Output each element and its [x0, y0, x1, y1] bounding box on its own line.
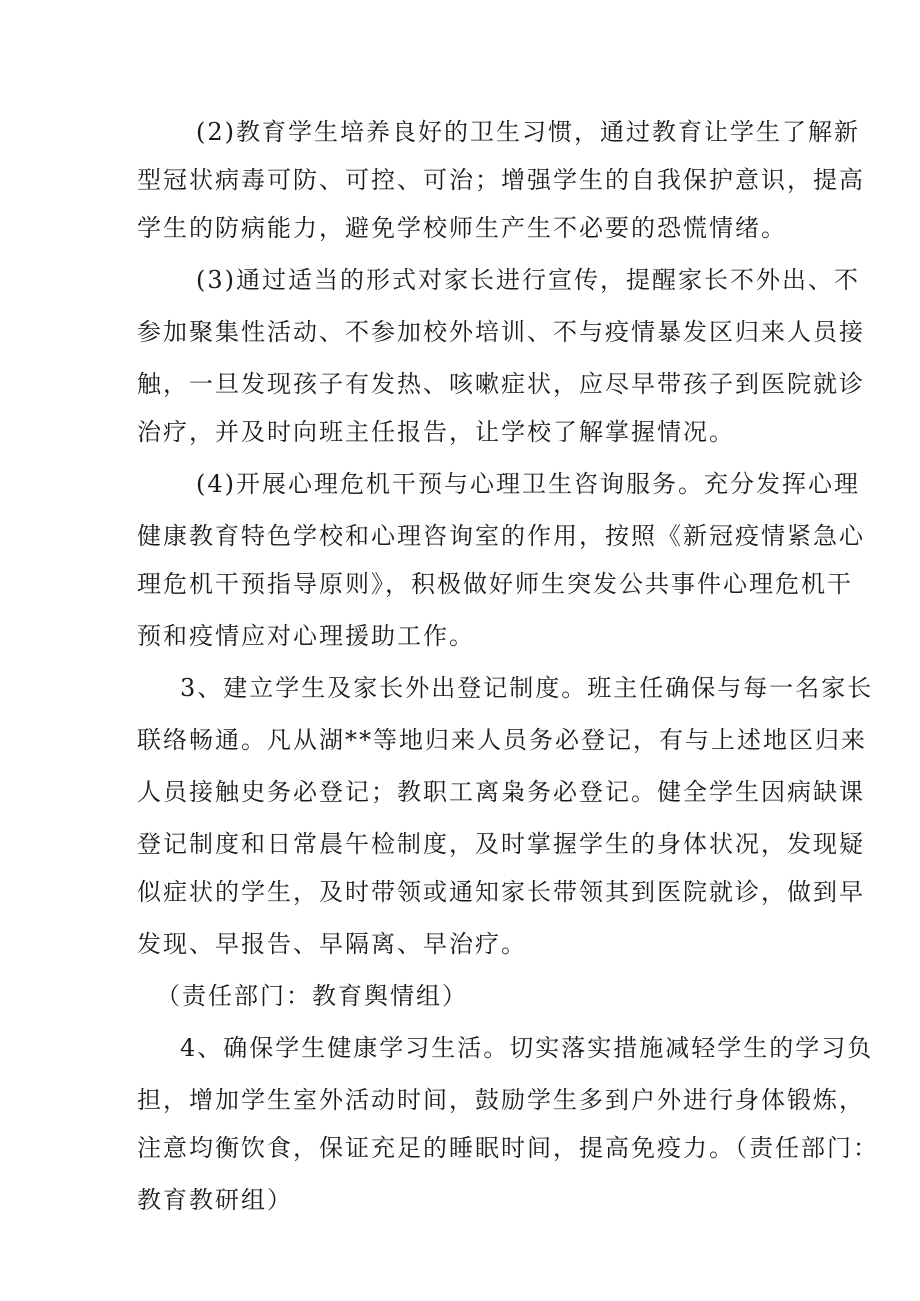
- section-4-line-2: 担，增加学生室外活动时间，鼓励学生多到户外进行身体锻炼，: [137, 1086, 865, 1114]
- paragraph-3-line-4: 治疗，并及时向班主任报告，让学校了解掌握情况。: [137, 418, 735, 446]
- paragraph-2-line-2: 型冠状病毒可防、可控、可治；增强学生的自我保护意识，提高: [137, 166, 865, 194]
- section-4-line-1: 4、确保学生健康学习生活。切实落实措施减轻学生的学习负: [180, 1034, 874, 1062]
- responsible-department-note: （责任部门：教育舆情组）: [156, 982, 468, 1010]
- paragraph-2-line-3: 学生的防病能力，避免学校师生产生不必要的恐慌情绪。: [137, 214, 787, 242]
- paragraph-3-line-2: 参加聚集性活动、不参加校外培训、不与疫情暴发区归来人员接: [137, 318, 865, 346]
- section-3-line-2: 联络畅通。凡从湖**等地归来人员务必登记，有与上述地区归来: [137, 726, 867, 754]
- section-3-line-5: 似症状的学生，及时带领或通知家长带领其到医院就诊，做到早: [137, 878, 865, 906]
- paragraph-4-line-2: 健康教育特色学校和心理咨询室的作用，按照《新冠疫情紧急心: [137, 522, 865, 550]
- section-4-line-4: 教育教研组）: [137, 1186, 293, 1214]
- section-3-line-4: 登记制度和日常晨午检制度，及时掌握学生的身体状况，发现疑: [137, 830, 865, 858]
- paragraph-2-line-1: (2)教育学生培养良好的卫生习惯，通过教育让学生了解新: [196, 118, 860, 146]
- paragraph-3-line-1: (3)通过适当的形式对家长进行宣传，提醒家长不外出、不: [196, 266, 860, 294]
- paragraph-4-line-3: 理危机干预指导原则》，积极做好师生突发公共事件心理危机干: [137, 570, 853, 598]
- section-3-line-3: 人员接触史务必登记；教职工离枭务必登记。健全学生因病缺课: [137, 778, 865, 806]
- section-3-line-6: 发现、早报告、早隔离、早治疗。: [137, 930, 527, 958]
- paragraph-4-line-4: 预和疫情应对心理援助工作。: [137, 622, 475, 650]
- paragraph-3-line-3: 触，一旦发现孩子有发热、咳嗽症状，应尽早带孩子到医院就诊: [137, 370, 865, 398]
- section-4-line-3: 注意均衡饮食，保证充足的睡眠时间，提高免疫力。（责任部门：: [137, 1134, 879, 1162]
- paragraph-4-line-1: (4)开展心理危机干预与心理卫生咨询服务。充分发挥心理: [196, 470, 860, 498]
- section-3-line-1: 3、建立学生及家长外出登记制度。班主任确保与每一名家长: [180, 674, 874, 702]
